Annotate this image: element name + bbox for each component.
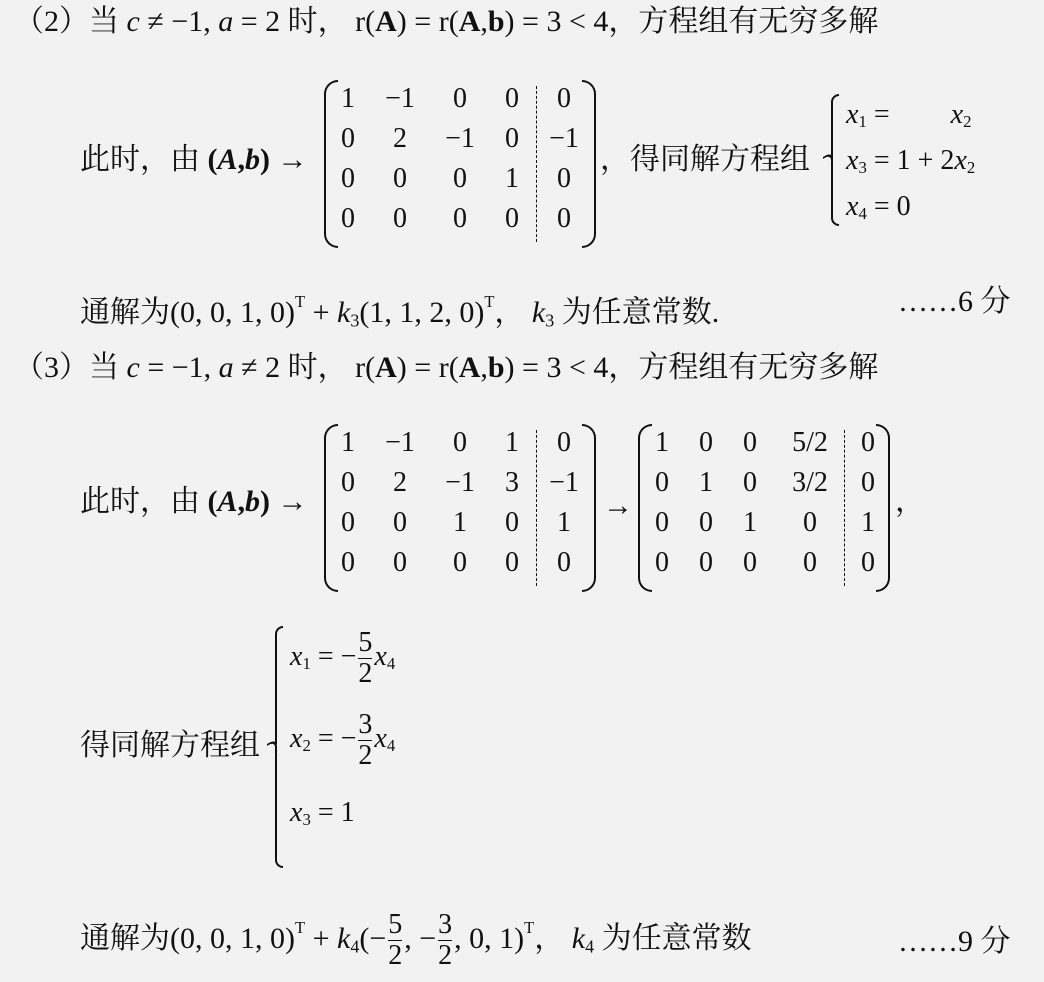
case3-matrix-1-cell: 3 — [505, 467, 519, 498]
case2-at-this-time: 此时，由 — [80, 143, 200, 176]
case3-eq-2: $x_2$ = − $\frac{3}{2}$ $x_4$ — [290, 709, 396, 771]
case2-general-label: 通解为 — [80, 295, 170, 329]
case2-when: 时， — [287, 5, 348, 38]
case2-system-brace — [826, 94, 836, 226]
case3-matrix-2-cell: 0 — [655, 467, 669, 498]
case3-matrix-2-bracket-left — [638, 424, 652, 592]
case2-matrix-cell: 0 — [393, 203, 407, 234]
case3-at-this-time: 此时，由 — [80, 485, 200, 518]
case3-ab-arrow: (A,b) → — [207, 485, 308, 518]
case2-conclusion: ，方程组有无穷多解 — [608, 5, 879, 38]
case2-matrix-cell: −1 — [549, 123, 579, 154]
case3-arrow: → — [603, 489, 633, 522]
case3-matrix-2-cell: 0 — [699, 507, 713, 538]
case3-matrix-1-cell: 1 — [453, 507, 467, 538]
case3-label: （3） — [14, 351, 89, 384]
case2-eq-4: $x_4 = 0$ — [846, 191, 911, 224]
case3-matrix-2-cell: 0 — [743, 547, 757, 578]
case2-matrix-cell: 0 — [393, 163, 407, 194]
case3-matrix-2-cell: 0 — [861, 547, 875, 578]
case3-matrix-1-cell: 0 — [393, 507, 407, 538]
case3-matrix-1-cell: 2 — [393, 467, 407, 498]
case3-matrix-2-cell: 0 — [861, 467, 875, 498]
case3-matrix-1-cell: 1 — [557, 507, 571, 538]
case3-matrix-2-cell: 0 — [699, 427, 713, 458]
case2-matrix-cell: 0 — [557, 163, 571, 194]
case3-arbitrary: 为任意常数 — [601, 921, 752, 955]
case3-matrix-1-cell: 1 — [341, 427, 355, 458]
case3-matrix-1 — [324, 424, 596, 592]
case3-cond-math: c — [126, 351, 140, 384]
case2-matrix-cell: −1 — [385, 83, 415, 114]
case2-matrix-cell: 0 — [341, 163, 355, 194]
case2-matrix-cell: 0 — [557, 203, 571, 234]
case3-comma: ， — [895, 485, 925, 518]
case3-conclusion: ，方程组有无穷多解 — [608, 351, 879, 384]
case3-matrix-2-cell: 3/2 — [792, 467, 828, 498]
case3-matrix-1-cell: 0 — [341, 467, 355, 498]
case3-matrix-2-cell: 0 — [803, 547, 817, 578]
case3-matrix-2-cell: 1 — [861, 507, 875, 538]
case2-matrix-cell: 0 — [453, 163, 467, 194]
case2-matrix-cell: 0 — [505, 83, 519, 114]
case3-matrix-2-bracket-right — [876, 424, 890, 592]
case2-matrix-cell: 0 — [341, 123, 355, 154]
case3-matrix-2-cell: 0 — [743, 427, 757, 458]
case3-matrix-2-cell: 1 — [655, 427, 669, 458]
case3-matrix-1-cell: 1 — [505, 427, 519, 458]
case3-matrix-2-cell: 0 — [803, 507, 817, 538]
case3-system-brace — [270, 626, 280, 868]
case3-matrix-2-cell: 5/2 — [792, 427, 828, 458]
case2-matrix-cell: 0 — [453, 83, 467, 114]
case3-matrix-1-cell: 0 — [557, 547, 571, 578]
case3-matrix-2 — [638, 424, 890, 592]
case2-matrix-cell: 1 — [341, 83, 355, 114]
case3-matrix-2-cell: 0 — [861, 427, 875, 458]
case3-cond-text: 当 — [89, 351, 119, 384]
case2-rank: r(A) = r(A,b) = 3 < 4 — [355, 5, 609, 38]
case3-matrix-2-cell: 1 — [743, 507, 757, 538]
case2-matrix-cell: 0 — [341, 203, 355, 234]
case2-matrix-cell: 2 — [393, 123, 407, 154]
case2-same-solution: ，得同解方程组 — [600, 143, 810, 176]
case3-rank: r(A) = r(A,b) = 3 < 4 — [355, 351, 609, 384]
case3-score: ……9 分 — [898, 925, 1011, 958]
case2-ab-arrow: (A,b) → — [207, 143, 308, 176]
case3-matrix-1-cell: 0 — [557, 427, 571, 458]
case3-matrix-1-cell: −1 — [385, 427, 415, 458]
case2-cond-math: c — [126, 5, 140, 38]
case2-matrix-cell: −1 — [445, 123, 475, 154]
case2-label: （2） — [14, 5, 89, 38]
case2-arbitrary: 为任意常数. — [561, 295, 720, 329]
case3-matrix-2-cell: 0 — [699, 547, 713, 578]
case3-matrix-1-cell: 0 — [341, 507, 355, 538]
case3-eq-1: $x_1$ = − $\frac{5}{2}$ $x_4$ — [290, 627, 396, 689]
case2-eq-3: $x_3 = 1 + 2x_2$ — [846, 145, 976, 178]
case2-matrix-cell: 0 — [557, 83, 571, 114]
case3-matrix-2-cell: 1 — [699, 467, 713, 498]
case3-matrix-1-bracket-right — [582, 424, 596, 592]
case3-matrix-1-cell: 0 — [505, 507, 519, 538]
case3-same-solution: 得同解方程组 — [80, 729, 260, 762]
case3-matrix-1-cell: 0 — [341, 547, 355, 578]
case2-cond-text: 当 — [89, 5, 119, 38]
case3-matrix-1-cell: −1 — [549, 467, 579, 498]
case2-eq-1: $x_1 = x_2$ — [846, 99, 972, 132]
case2-matrix-cell: 1 — [505, 163, 519, 194]
case2-matrix-bracket-left — [324, 80, 338, 248]
case2-header: （2）当 c ≠ −1, a = 2 时， r(A) = r(A,b) = 3 < 4，方程组有无穷多解 — [14, 5, 879, 38]
case3-matrix-1-cell: 0 — [453, 427, 467, 458]
case3-matrix-1-cell: 0 — [505, 547, 519, 578]
case3-matrix-2-cell: 0 — [655, 547, 669, 578]
case3-eq-3: $x_3 = 1$ — [290, 797, 355, 830]
case2-matrix — [324, 80, 596, 248]
case3-matrix-1-bracket-left — [324, 424, 338, 592]
case2-from — [80, 142, 308, 178]
case2-matrix-cell: 0 — [505, 123, 519, 154]
case2-general: 通解为(0, 0, 1, $0)^T + k_3(1$, 1, 2, 0)$^T$， $k_3$ 为任意常数. — [80, 292, 720, 331]
case3-matrix-1-augment-line — [536, 430, 537, 586]
case3-matrix-2-cell: 0 — [655, 507, 669, 538]
case3-general-label: 通解为 — [80, 921, 170, 955]
case3-general: 通解为(0, 0, 1, $0)^T + k_4(-$ $\frac{5}{2}$ , − $\frac{3}{2}$ , 0, 1)$^T$， $k_4$ 为任意常数 — [80, 909, 752, 972]
case2-score: ……6 分 — [898, 285, 1011, 318]
case2-matrix-augment-line — [536, 86, 537, 242]
case3-from — [80, 484, 308, 520]
case3-matrix-1-cell: −1 — [445, 467, 475, 498]
case3-matrix-1-cell: 0 — [393, 547, 407, 578]
case3-matrix-2-augment-line — [844, 430, 845, 586]
case2-matrix-cell: 0 — [453, 203, 467, 234]
case2-matrix-cell: 0 — [505, 203, 519, 234]
case2-matrix-bracket-right — [582, 80, 596, 248]
case3-header: （3）当 c = −1, a ≠ 2 时， r(A) = r(A,b) = 3 < 4，方程组有无穷多解 — [14, 351, 879, 384]
case3-matrix-2-cell: 0 — [743, 467, 757, 498]
case3-matrix-1-cell: 0 — [453, 547, 467, 578]
case3-when: 时， — [287, 351, 348, 384]
